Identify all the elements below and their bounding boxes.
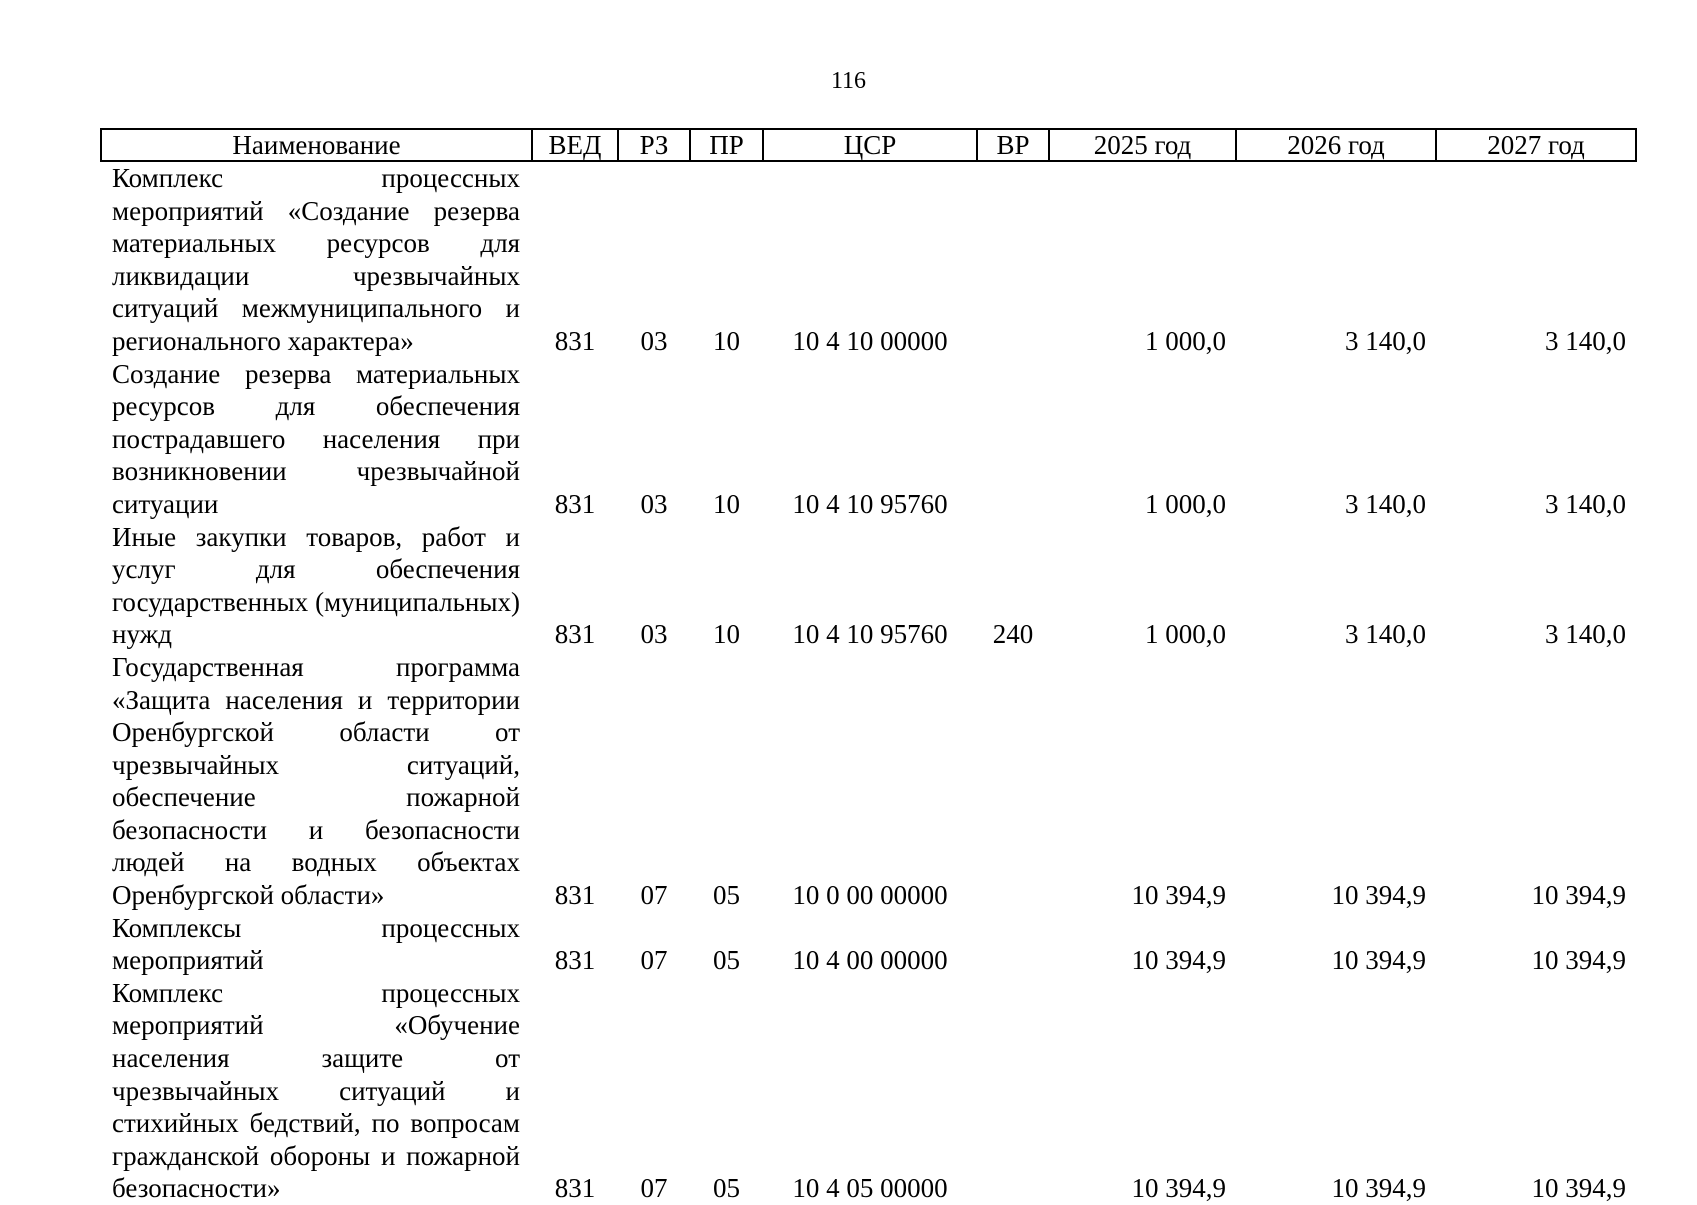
row-2026: 3 140,0 xyxy=(1345,325,1426,356)
row-vr xyxy=(977,912,1049,977)
header-vr: ВР xyxy=(977,129,1049,161)
row-2025: 1 000,0 xyxy=(1145,619,1226,650)
table-body xyxy=(101,161,1636,1205)
row-ved: 831 xyxy=(554,619,596,650)
header-ved: ВЕД xyxy=(532,129,618,161)
row-vr xyxy=(977,161,1049,358)
row-2027: 10 394,9 xyxy=(1531,1173,1626,1204)
row-csr: 10 4 10 95760 xyxy=(792,488,948,519)
row-ved: 831 xyxy=(554,325,596,356)
row-csr: 10 0 00 00000 xyxy=(792,880,948,911)
row-rz: 03 xyxy=(640,325,668,356)
row-csr: 10 4 05 00000 xyxy=(792,1173,948,1204)
row-pr: 10 xyxy=(713,619,740,650)
row-2025: 1 000,0 xyxy=(1145,325,1226,356)
row-name: Создание резерва материальных ресурсов для обеспечения пострадавшего населения при возникновении чрезвычайной ситуации xyxy=(112,358,520,519)
row-2027: 3 140,0 xyxy=(1545,619,1626,650)
row-ved: 831 xyxy=(554,880,596,911)
row-2027: 3 140,0 xyxy=(1545,488,1626,519)
table-row xyxy=(101,651,1636,912)
row-2026: 10 394,9 xyxy=(1331,945,1426,976)
row-name: Комплекс процессных мероприятий «Обучение населения защите от чрезвычайных ситуаций и стихийных бедствий, по вопросам гражданской обороны и пожарной безопасности» xyxy=(112,977,520,1204)
row-vr xyxy=(977,358,1049,521)
row-pr: 05 xyxy=(713,880,740,911)
table-row xyxy=(101,521,1636,651)
row-2026: 3 140,0 xyxy=(1345,488,1426,519)
row-csr: 10 4 00 00000 xyxy=(792,945,948,976)
row-vr xyxy=(977,977,1049,1205)
row-rz: 03 xyxy=(640,488,668,519)
row-vr xyxy=(977,651,1049,912)
header-row xyxy=(101,129,1636,161)
row-ved: 831 xyxy=(554,488,596,519)
row-name: Комплекс процессных мероприятий «Создание резерва материальных ресурсов для ликвидации чрезвычайных ситуаций межмуниципального и регионального характера» xyxy=(112,163,520,356)
row-2026: 10 394,9 xyxy=(1331,1173,1426,1204)
row-2027: 3 140,0 xyxy=(1545,325,1626,356)
row-ved: 831 xyxy=(554,1173,596,1204)
table-row xyxy=(101,358,1636,521)
row-csr: 10 4 10 00000 xyxy=(792,325,948,356)
row-pr: 05 xyxy=(713,1173,740,1204)
header-2026: 2026 год xyxy=(1236,129,1436,161)
row-2026: 3 140,0 xyxy=(1345,619,1426,650)
table-row xyxy=(101,977,1636,1205)
table-row xyxy=(101,161,1636,358)
header-name: Наименование xyxy=(101,129,532,161)
row-pr: 05 xyxy=(713,945,740,976)
header-2027: 2027 год xyxy=(1436,129,1636,161)
row-ved: 831 xyxy=(554,945,596,976)
row-2025: 10 394,9 xyxy=(1131,880,1226,911)
row-name: Иные закупки товаров, работ и услуг для обеспечения государственных (муниципальных) нужд xyxy=(112,521,520,650)
row-2027: 10 394,9 xyxy=(1531,945,1626,976)
row-rz: 07 xyxy=(640,945,668,976)
row-2025: 10 394,9 xyxy=(1131,945,1226,976)
row-pr: 10 xyxy=(713,325,740,356)
budget-table xyxy=(100,128,1637,1205)
row-pr: 10 xyxy=(713,488,740,519)
row-rz: 07 xyxy=(640,1173,668,1204)
row-2026: 10 394,9 xyxy=(1331,880,1426,911)
table-row xyxy=(101,912,1636,977)
row-2025: 1 000,0 xyxy=(1145,488,1226,519)
row-csr: 10 4 10 95760 xyxy=(792,619,948,650)
row-rz: 03 xyxy=(640,619,668,650)
row-name: Комплексы процессных мероприятий xyxy=(112,912,520,976)
header-csr: ЦСР xyxy=(763,129,977,161)
row-rz: 07 xyxy=(640,880,668,911)
row-2025: 10 394,9 xyxy=(1131,1173,1226,1204)
header-pr: ПР xyxy=(690,129,763,161)
header-rz: РЗ xyxy=(618,129,690,161)
table-header xyxy=(101,129,1636,161)
row-name: Государственная программа «Защита населения и территории Оренбургской области от чрезвычайных ситуаций, обеспечение пожарной безопасности и безопасности людей на водных объектах Оренбургской области» xyxy=(112,651,520,911)
header-2025: 2025 год xyxy=(1049,129,1236,161)
row-vr: 240 xyxy=(992,619,1034,650)
row-2027: 10 394,9 xyxy=(1531,880,1626,911)
page-number: 116 xyxy=(830,68,867,94)
